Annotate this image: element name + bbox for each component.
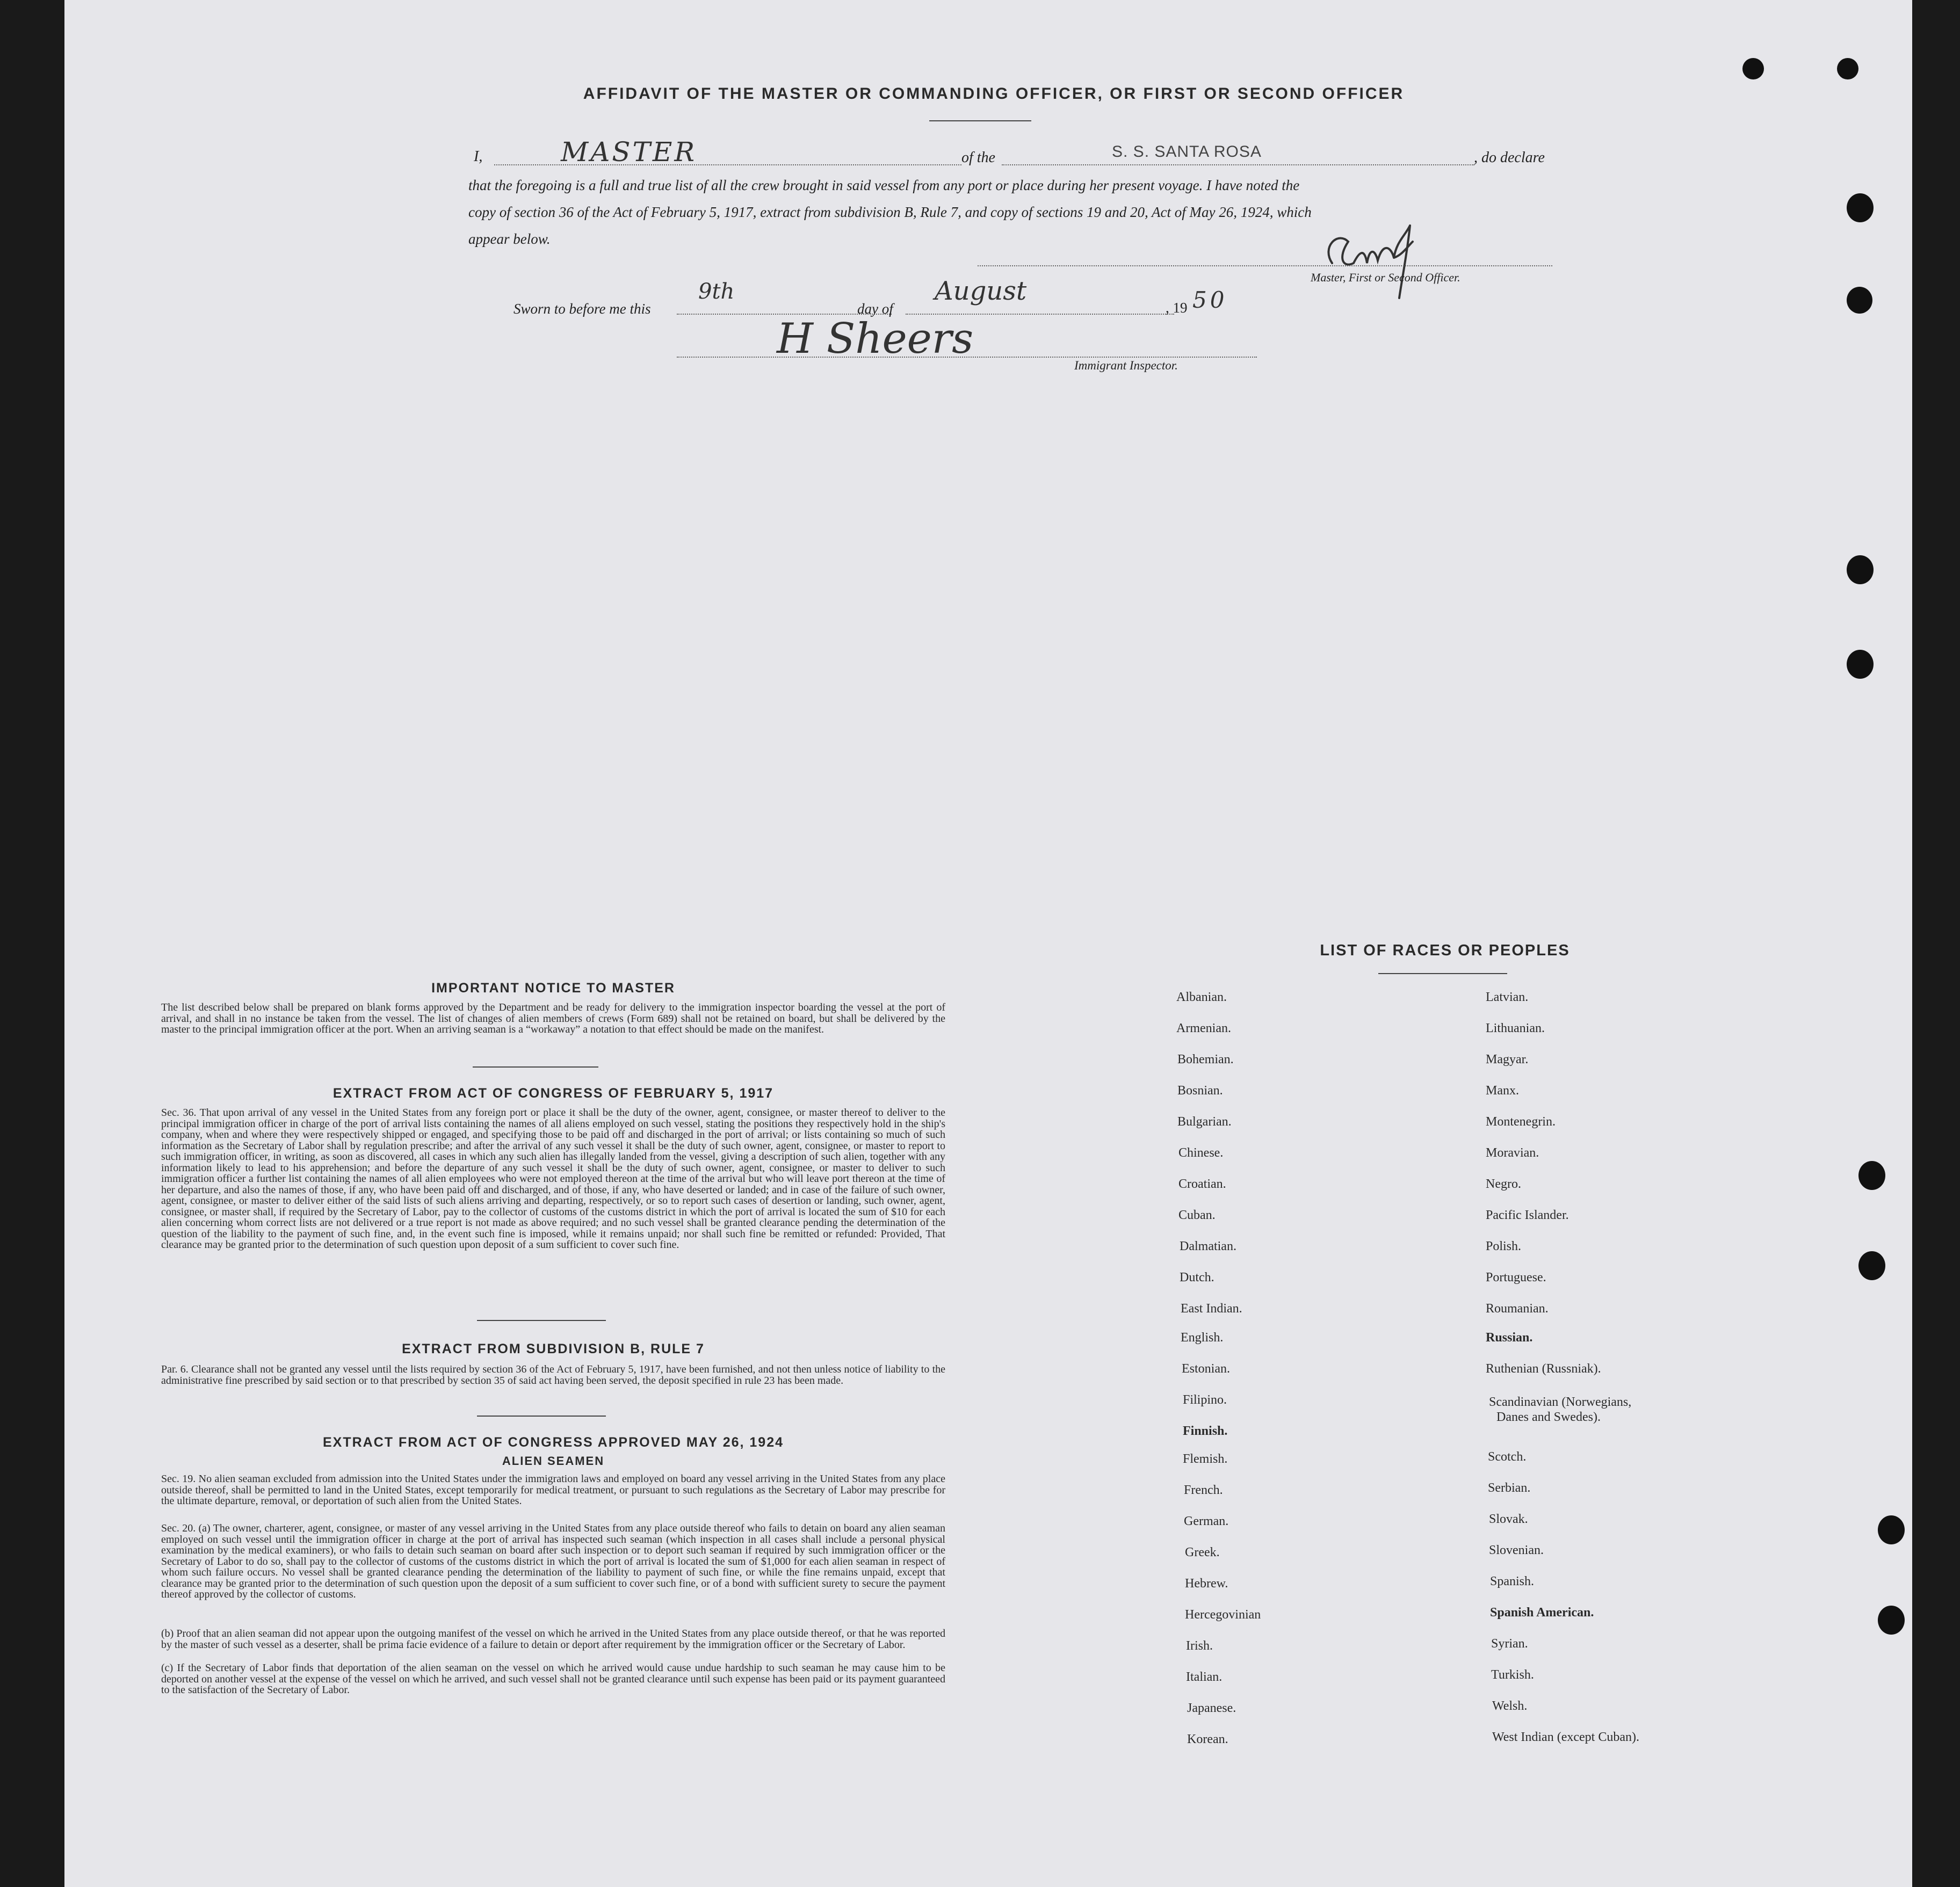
race-item: Scandinavian (Norwegians, <box>1489 1395 1632 1409</box>
sworn-month-field[interactable]: August <box>935 276 1027 306</box>
race-item: Estonian. <box>1182 1362 1230 1376</box>
race-item: English. <box>1181 1331 1224 1345</box>
of-the-label: of the <box>961 149 995 166</box>
race-item: Hebrew. <box>1185 1577 1228 1591</box>
race-item: Polish. <box>1486 1239 1522 1253</box>
binder-hole <box>1847 287 1872 314</box>
master-signature-caption: Master, First or Second Officer. <box>1311 271 1460 284</box>
races-title: LIST OF RACES OR PEOPLES <box>1320 942 1570 959</box>
divider <box>1378 973 1507 974</box>
race-item: Greek. <box>1185 1545 1220 1559</box>
divider <box>473 1066 598 1068</box>
sec20c-text: (c) If the Secretary of Labor finds that deportation of the alien seaman on the vessel on which he arrived would cause undue hardship to such seaman he may cause him to be deported on another vessel at the expense of the vessel on which he arrived, and such vessel shall not be granted clearance until such expense has been paid or its payment guaranteed to the satisfaction of the Secretary of Labor. <box>161 1662 945 1696</box>
race-item: Manx. <box>1486 1084 1519 1098</box>
master-signature <box>1300 204 1461 301</box>
affidavit-text: appear below. <box>468 231 551 247</box>
extract-1924-title: EXTRACT FROM ACT OF CONGRESS APPROVED MAY 26, 1924 <box>322 1435 784 1450</box>
vessel-name-field[interactable]: S. S. SANTA ROSA <box>1112 143 1262 161</box>
race-item: East Indian. <box>1181 1302 1242 1316</box>
race-item: Dalmatian. <box>1180 1239 1236 1253</box>
i-label: I, <box>474 148 483 165</box>
race-item: Armenian. <box>1176 1021 1231 1035</box>
affidavit-title: AFFIDAVIT OF THE MASTER OR COMMANDING OFFICER, OR FIRST OR SECOND OFFICER <box>583 85 1405 103</box>
race-item: Portuguese. <box>1486 1271 1546 1284</box>
binder-hole <box>1878 1515 1905 1544</box>
affidavit-text: that the foregoing is a full and true list of all the crew brought in said vessel from any port or place during her present voyage. I have noted the <box>468 177 1300 193</box>
race-item: Magyar. <box>1486 1053 1529 1066</box>
master-signature-line <box>978 265 1552 266</box>
race-item: German. <box>1184 1514 1229 1528</box>
divider <box>477 1416 606 1417</box>
officer-rank-field[interactable]: MASTER <box>561 136 697 168</box>
race-item: Korean. <box>1187 1732 1228 1746</box>
race-item: Serbian. <box>1488 1481 1531 1495</box>
race-item: Scotch. <box>1488 1450 1527 1464</box>
race-item: Latvian. <box>1486 990 1529 1004</box>
race-item: Bosnian. <box>1177 1084 1223 1098</box>
race-item: Cuban. <box>1178 1208 1216 1222</box>
race-item: Syrian. <box>1491 1637 1528 1651</box>
race-item: West Indian (except Cuban). <box>1492 1730 1639 1744</box>
document-page <box>64 0 1912 1887</box>
binder-hole <box>1742 58 1764 79</box>
race-item: Bohemian. <box>1177 1053 1234 1066</box>
binder-hole <box>1837 58 1858 79</box>
inspector-caption: Immigrant Inspector. <box>1074 359 1178 372</box>
sworn-day-field[interactable]: 9th <box>698 279 735 304</box>
binder-hole <box>1847 650 1874 679</box>
rule7-text: Par. 6. Clearance shall not be granted any vessel until the lists required by section 36 of the Act of February 5, 1917, have been furnished, and not then unless notice of liability to the administrative fine prescribed by said section or to that prescribed by section 35 of said act having been served, the deposit specified in rule 23 has been made. <box>161 1363 945 1387</box>
race-item: Finnish. <box>1183 1424 1228 1438</box>
sec20a-text: Sec. 20. (a) The owner, charterer, agent, consignee, or master of any vessel arriving in the United States from any place outside thereof who fails to detain on board any alien seaman employed on such vessel until the immigration officer in charge at the port of arrival has inspected such seaman (which inspection in all cases shall include a personal physical examination by the medical examiners), or who fails to detain such seaman on board after such inspection or to deport such seaman if required by such immigration officer or the Secretary of Labor to do so, shall pay to the collector of customs of the customs district in which the port of arrival is located the sum of $1,000 for each alien seaman in respect of whom such failure occurs. No vessel shall be granted clearance pending the determination of the liability to payment of such fine, or while the fine remains unpaid, except that clearance may be granted prior to the determination of such question upon the deposit of a sum sufficient to cover such fine, or of a bond with sufficient surety to secure the payment thereof approved by the collector of customs. <box>161 1522 945 1600</box>
race-item: Hercegovinian <box>1185 1608 1261 1622</box>
race-item: Spanish. <box>1490 1574 1535 1588</box>
race-item: Moravian. <box>1486 1146 1539 1160</box>
race-item: Slovak. <box>1489 1512 1528 1526</box>
inspector-signature: H Sheers <box>777 315 974 363</box>
race-item: Welsh. <box>1492 1699 1528 1713</box>
race-item: Croatian. <box>1178 1177 1226 1191</box>
binder-hole <box>1858 1161 1885 1190</box>
binder-hole <box>1858 1251 1885 1280</box>
extract-1917-text: Sec. 36. That upon arrival of any vessel in the United States from any foreign port or place it shall be the duty of the owner, agent, consignee, or master thereof to deliver to the principal immigration officer in charge of the port of arrival lists containing the names of all aliens employed on such vessel, stating the positions they respectively hold in the ship's company, when and where they were respectively shipped or engaged, and specifying those to be paid off and discharged in the port of arrival; or lists containing so much of such information as the Secretary of Labor shall by regulation prescribe; and after the arrival of any such vessel it shall be the duty of such owner, agent, consignee, or master to report to such immigration officer, in writing, as soon as discovered, all cases in which any such alien has illegally landed from the vessel, giving a description of such alien, together with any information likely to lead to his apprehension; and before the departure of any such vessel it shall be the duty of such owner, agent, consignee, or master to deliver to such immigration officer a further list containing the names of all alien employees who were not employed thereon at the time of the arrival but who will leave port thereon at the time of her departure, and also the names of those, if any, who have been paid off and discharged, and of those, if any, who have deserted or landed; and in case of the failure of such owner, agent, consignee, or master to deliver either of the said lists of such aliens arriving and departing, respectively, or so to report such cases of desertion or landing, such owner, agent, consignee, or master shall, if required by the Secretary of Labor, pay to the collector of customs of the customs district in which the port of arrival is located the sum of $10 for each alien concerning whom correct lists are not delivered or a true report is not made as above required; and no such vessel shall be granted clearance pending the determination of the question of the liability to the payment of such fine, and, in the event such fine is imposed, while it remains unpaid; nor shall such fine be remitted or refunded: Provided, That clearance may be granted prior to the determination of such question upon deposit of a sum sufficient to cover such fine. <box>161 1107 945 1251</box>
day-of-label: day of <box>857 301 893 317</box>
race-item: Montenegrin. <box>1486 1115 1556 1129</box>
race-item: Danes and Swedes). <box>1496 1410 1601 1424</box>
race-item: Turkish. <box>1491 1668 1534 1682</box>
rule7-title: EXTRACT FROM SUBDIVISION B, RULE 7 <box>402 1341 705 1356</box>
notice-text: The list described below shall be prepared on blank forms approved by the Department and be ready for delivery to the immigration inspector boarding the vessel at the port of arrival, and shall in no instance be taken from the vessel. The list of changes of alien members of crews (Form 689) shall not be retained on board, but shall be delivered by the master to the principal immigration officer at the port. When an arriving seaman is a “workaway” a notation to that effect should be made on the manifest. <box>161 1001 945 1035</box>
race-item: Spanish American. <box>1490 1606 1594 1620</box>
do-declare-label: , do declare <box>1474 149 1545 166</box>
year-prefix: , 19 <box>1166 300 1188 316</box>
divider <box>477 1320 606 1321</box>
year-field[interactable]: 50 <box>1192 287 1228 313</box>
race-item: Irish. <box>1186 1639 1213 1653</box>
sec20b-text: (b) Proof that an alien seaman did not appear upon the outgoing manifest of the vessel on which he arrived in the United States from any place outside thereof, or that he was reported by the master of such vessel as a deserter, shall be prima facie evidence of a failure to detain or deport after requirement by the immigration officer or the Secretary of Labor. <box>161 1628 945 1651</box>
vessel-line <box>1002 164 1474 165</box>
race-item: Italian. <box>1186 1670 1223 1684</box>
race-item: Dutch. <box>1180 1271 1214 1284</box>
notice-title: IMPORTANT NOTICE TO MASTER <box>431 981 675 996</box>
extract-1924-subtitle: ALIEN SEAMEN <box>502 1454 605 1468</box>
race-item: Russian. <box>1486 1331 1533 1345</box>
divider <box>929 120 1031 121</box>
race-item: Flemish. <box>1183 1452 1228 1466</box>
race-item: Filipino. <box>1183 1393 1227 1407</box>
race-item: Negro. <box>1486 1177 1521 1191</box>
race-item: Pacific Islander. <box>1486 1208 1569 1222</box>
race-item: Roumanian. <box>1486 1302 1549 1316</box>
binder-hole <box>1847 193 1874 222</box>
race-item: Slovenian. <box>1489 1543 1544 1557</box>
race-item: French. <box>1184 1483 1223 1497</box>
sec19-text: Sec. 19. No alien seaman excluded from admission into the United States under the immigration laws and employed on board any vessel arriving in the United States from any place outside thereof, shall be permitted to land in the United States, except temporarily for medical treatment, or pursuant to such regulations as the Secretary of Labor may prescribe for the ultimate departure, removal, or deportation of such alien from the United States. <box>161 1473 945 1507</box>
extract-1917-title: EXTRACT FROM ACT OF CONGRESS OF FEBRUARY 5, 1917 <box>332 1086 774 1101</box>
sworn-label: Sworn to before me this <box>513 301 651 317</box>
race-item: Japanese. <box>1187 1701 1236 1715</box>
affidavit-text: copy of section 36 of the Act of February 5, 1917, extract from subdivision B, Rule 7, and copy of sections 19 and 20, Act of May 26, 1924, which <box>468 204 1312 220</box>
race-item: Albanian. <box>1176 990 1227 1004</box>
binder-hole <box>1878 1606 1905 1635</box>
binder-hole <box>1847 555 1874 584</box>
inspector-line <box>677 357 1257 358</box>
race-item: Chinese. <box>1178 1146 1224 1160</box>
race-item: Bulgarian. <box>1177 1115 1232 1129</box>
race-item: Ruthenian (Russniak). <box>1486 1362 1601 1376</box>
race-item: Lithuanian. <box>1486 1021 1545 1035</box>
